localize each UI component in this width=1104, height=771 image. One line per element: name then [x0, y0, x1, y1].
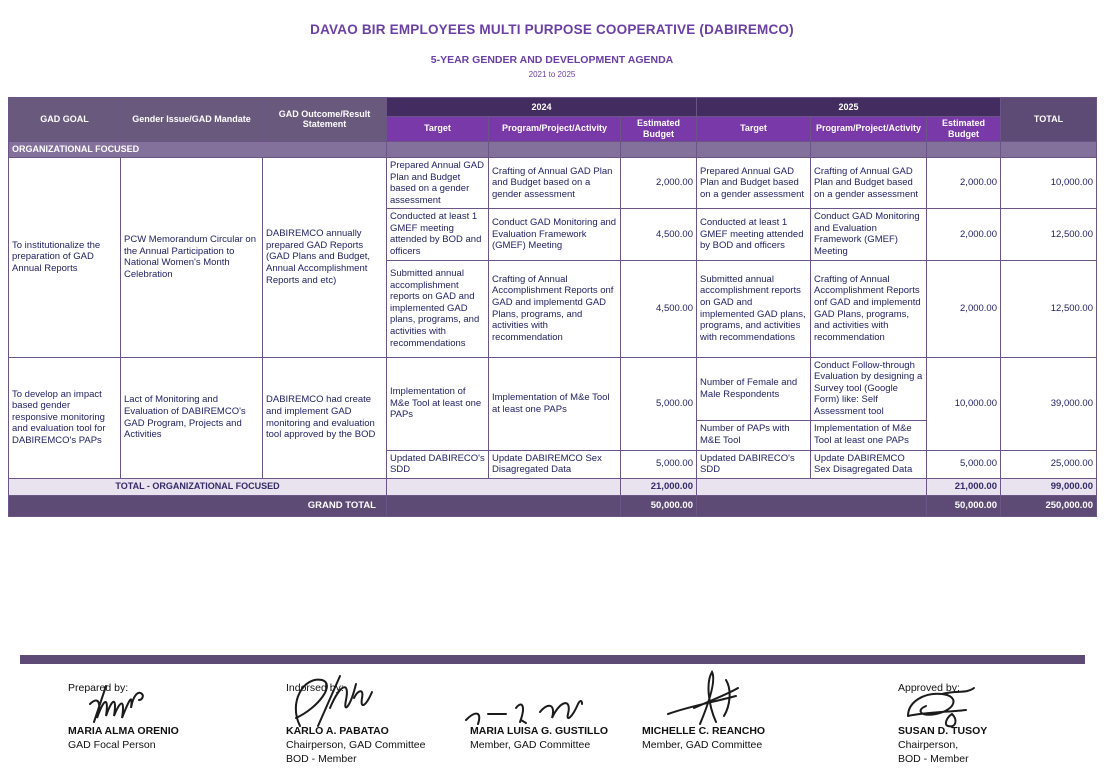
- ppa-2025-cell: Conduct GAD Monitoring and Evaluation Framework (GMEF) Meeting: [811, 209, 927, 260]
- col-header-outcome: GAD Outcome/Result Statement: [263, 98, 387, 142]
- empty-cell: [697, 495, 927, 516]
- col-header-gad-goal: GAD GOAL: [9, 98, 121, 142]
- document-subtitle: 5-YEAR GENDER AND DEVELOPMENT AGENDA: [430, 54, 674, 66]
- col-header-budget-2024: Estimated Budget: [621, 117, 697, 142]
- section-total-budget-2025: 21,000.00: [927, 478, 1001, 495]
- signatory-name: KARLO A. PABATAO: [286, 725, 389, 737]
- target-2025-cell: Number of Female and Male Respondents: [697, 357, 811, 420]
- section-filler: [489, 141, 621, 157]
- grand-total-row: [9, 495, 1097, 516]
- col-header-budget-2025: Estimated Budget: [927, 117, 1001, 142]
- total-cell: 12,500.00: [1001, 260, 1097, 357]
- target-2025-cell: Conducted at least 1 GMEF meeting attended by BOD and officers: [697, 209, 811, 260]
- signatory-role: BOD - Member: [898, 753, 969, 765]
- ppa-2025-cell: Implementation of M&e Tool at least one PAPs: [811, 420, 927, 450]
- target-2024-cell: Submitted annual accomplishment reports on GAD and implemented GAD plans, programs, and activities with recommendations: [387, 260, 489, 357]
- goal-cell: To develop an impact based gender responsive monitoring and evaluation tool for DABIREMCO's PAPs: [9, 357, 121, 478]
- signatory-role: Chairperson,: [898, 739, 959, 751]
- target-2025-cell: Submitted annual accomplishment reports on GAD and implemented GAD plans, programs, and activities with recommendations: [697, 260, 811, 357]
- signature-image: [906, 686, 1006, 730]
- section-label: ORGANIZATIONAL FOCUSED: [9, 141, 387, 157]
- section-filler: [697, 141, 811, 157]
- total-cell: 39,000.00: [1001, 357, 1097, 450]
- section-row: [9, 141, 1097, 157]
- grand-total-label: GRAND TOTAL: [9, 495, 387, 516]
- section-total-row: [9, 478, 1097, 495]
- total-cell: 25,000.00: [1001, 450, 1097, 478]
- signatory-role: Chairperson, GAD Committee: [286, 739, 426, 751]
- grand-total-budget-2024: 50,000.00: [621, 495, 697, 516]
- col-header-total: TOTAL: [1001, 98, 1097, 142]
- signatory-role: Member, GAD Committee: [470, 739, 591, 751]
- target-2025-cell: Updated DABIRECO's SDD: [697, 450, 811, 478]
- budget-2025-cell: 10,000.00: [927, 357, 1001, 450]
- signature-image: [666, 670, 756, 730]
- signatory-role: Member, GAD Committee: [642, 739, 763, 751]
- empty-cell: [697, 478, 927, 495]
- grand-total-budget-2025: 50,000.00: [927, 495, 1001, 516]
- ppa-2025-cell: Conduct Follow-through Evaluation by designing a Survey tool (Google Form) like: Self Assessment tool: [811, 357, 927, 420]
- budget-2024-cell: 4,500.00: [621, 209, 697, 260]
- target-2024-cell: Prepared Annual GAD Plan and Budget based on a gender assessment: [387, 157, 489, 208]
- col-header-target-2025: Target: [697, 117, 811, 142]
- section-filler: [1001, 141, 1097, 157]
- gad-agenda-table: [8, 97, 1097, 517]
- section-filler: [387, 141, 489, 157]
- signatory-name: MARIA ALMA ORENIO: [68, 725, 179, 737]
- issue-cell: PCW Memorandum Circular on the Annual Participation to National Women's Month Celebration: [121, 157, 263, 357]
- target-2024-cell: Implementation of M&e Tool at least one PAPs: [387, 357, 489, 450]
- signatory-name: SUSAN D. TUSOY: [898, 725, 988, 737]
- signatory-role: GAD Focal Person: [68, 739, 156, 751]
- signatory-member-2: [642, 680, 842, 765]
- signatory-name: MARIA LUISA G. GUSTILLO: [470, 725, 609, 737]
- outcome-cell: DABIREMCO annually prepared GAD Reports (GAD Plans and Budget, Annual Accomplishment Reports and etc): [263, 157, 387, 357]
- signatory-name: MICHELLE C. REANCHO: [642, 725, 766, 737]
- signatory-label: Approved by:: [898, 682, 960, 694]
- section-filler: [927, 141, 1001, 157]
- budget-2025-cell: 5,000.00: [927, 450, 1001, 478]
- total-cell: 10,000.00: [1001, 157, 1097, 208]
- signature-image: [288, 672, 398, 730]
- ppa-2025-cell: Update DABIREMCO Sex Disagregated Data: [811, 450, 927, 478]
- budget-2024-cell: 4,500.00: [621, 260, 697, 357]
- col-header-ppa-2025: Program/Project/Activity: [811, 117, 927, 142]
- section-divider-bar: [20, 655, 1085, 664]
- signatory-member-1: [470, 680, 670, 765]
- ppa-2024-cell: Crafting of Annual Accomplishment Reports onf GAD and implementd GAD Plans, programs, and activities with recommendation: [489, 260, 621, 357]
- signatory-role: BOD - Member: [286, 753, 357, 765]
- table-row: [9, 357, 1097, 420]
- issue-cell: Lact of Monitoring and Evaluation of DABIREMCO's GAD Program, Projects and Activities: [121, 357, 263, 478]
- signatory-approved-by: [898, 680, 1098, 765]
- budget-2024-cell: 2,000.00: [621, 157, 697, 208]
- target-2025-cell: Prepared Annual GAD Plan and Budget based on a gender assessment: [697, 157, 811, 208]
- signatory-label: Indorsed by:: [286, 682, 344, 694]
- empty-cell: [387, 495, 621, 516]
- section-filler: [621, 141, 697, 157]
- budget-2025-cell: 2,000.00: [927, 260, 1001, 357]
- target-2025-cell: Number of PAPs with M&E Tool: [697, 420, 811, 450]
- section-total-label: TOTAL - ORGANIZATIONAL FOCUSED: [9, 478, 387, 495]
- document-period: 2021 to 2025: [528, 70, 576, 79]
- ppa-2025-cell: Crafting of Annual GAD Plan and Budget based on a gender assessment: [811, 157, 927, 208]
- total-cell: 12,500.00: [1001, 209, 1097, 260]
- col-header-year-2025: 2025: [697, 98, 1001, 117]
- table-row: [9, 157, 1097, 208]
- col-header-target-2024: Target: [387, 117, 489, 142]
- col-header-ppa-2024: Program/Project/Activity: [489, 117, 621, 142]
- grand-total-total: 250,000.00: [1001, 495, 1097, 516]
- section-total-budget-2024: 21,000.00: [621, 478, 697, 495]
- outcome-cell: DABIREMCO had create and implement GAD monitoring and evaluation tool approved by the BOD: [263, 357, 387, 478]
- empty-cell: [387, 478, 621, 495]
- budget-2025-cell: 2,000.00: [927, 157, 1001, 208]
- budget-2024-cell: 5,000.00: [621, 357, 697, 450]
- ppa-2024-cell: Implementation of M&e Tool at least one PAPs: [489, 357, 621, 450]
- goal-cell: To institutionalize the preparation of GAD Annual Reports: [9, 157, 121, 357]
- section-total-total: 99,000.00: [1001, 478, 1097, 495]
- signatory-indorsed-by: [286, 680, 486, 765]
- ppa-2024-cell: Conduct GAD Monitoring and Evaluation Framework (GMEF) Meeting: [489, 209, 621, 260]
- ppa-2024-cell: Crafting of Annual GAD Plan and Budget based on a gender assessment: [489, 157, 621, 208]
- document-title: DAVAO BIR EMPLOYEES MULTI PURPOSE COOPERATIVE (DABIREMCO): [310, 22, 794, 37]
- signature-image: [86, 678, 176, 726]
- target-2024-cell: Conducted at least 1 GMEF meeting attended by BOD and officers: [387, 209, 489, 260]
- signatory-label: Prepared by:: [68, 682, 129, 694]
- signatory-prepared-by: [68, 680, 268, 765]
- col-header-gender-issue: Gender Issue/GAD Mandate: [121, 98, 263, 142]
- ppa-2024-cell: Update DABIREMCO Sex Disagregated Data: [489, 450, 621, 478]
- col-header-year-2024: 2024: [387, 98, 697, 117]
- budget-2025-cell: 2,000.00: [927, 209, 1001, 260]
- section-filler: [811, 141, 927, 157]
- title-block: [0, 22, 1104, 79]
- target-2024-cell: Updated DABIRECO's SDD: [387, 450, 489, 478]
- ppa-2025-cell: Crafting of Annual Accomplishment Reports onf GAD and implementd GAD Plans, programs, and activities with recommendation: [811, 260, 927, 357]
- budget-2024-cell: 5,000.00: [621, 450, 697, 478]
